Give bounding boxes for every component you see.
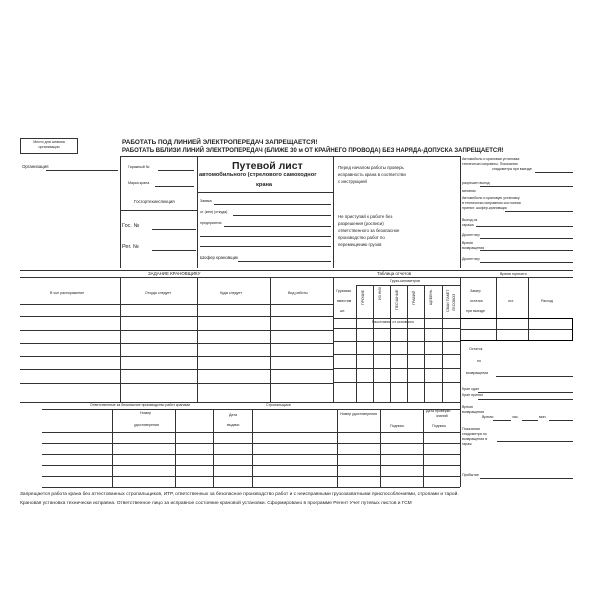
exit-label: Выезд из гаража [462, 218, 478, 227]
odometer-header: Время горючего [500, 272, 527, 276]
brand-label: Марка крана [128, 181, 150, 185]
right-note-1-line-3: спидометра при выезде [492, 167, 532, 171]
main-table-top [20, 270, 573, 271]
rate-col-1 [356, 285, 357, 402]
footer-line-1: Запрещается работа крана без аттестованных стропальщиков, ИТР, ответственных за безопасное производство работ и с неисправными грузозахватными приспособлениями, стропами и тарой. [20, 492, 459, 497]
instr-1-line-2: исправность крана в соответстви [338, 172, 406, 177]
inspection-label: Госгортехинспекция [134, 199, 175, 204]
driver-label: Шофер крановщик [200, 255, 239, 260]
dispatcher-2-label: Диспетчер [462, 257, 480, 261]
org-label: Организация [22, 164, 49, 169]
right-note-2-line-1: Автомобиль и крановую установку [462, 196, 520, 200]
rate-row-6 [333, 382, 460, 383]
exit-line [476, 226, 573, 227]
cert-1-a: Номер [140, 411, 152, 415]
col-div-4 [460, 156, 461, 268]
odo-thick-bottom [460, 340, 573, 341]
odo-thick-top [460, 318, 573, 319]
odo-measure-1: Замер [470, 289, 481, 293]
rates-subheader: Грузо-километров [390, 279, 420, 283]
rate-col-5 [424, 285, 425, 402]
footer-line-2: Крановая установка технически исправна. Ответственное лицо за исправное состояние крановой установки. Сформировано в программе Регент Учет путевых листов и ГСМ [20, 501, 412, 506]
header-top-line [120, 156, 460, 157]
task-row-4 [20, 343, 333, 344]
speedo-2: спидометра по [462, 432, 487, 436]
rate-type-2: ИЗ НИХ [378, 286, 382, 300]
instr-2-line-3: ответственного за безопасное [338, 228, 400, 233]
remain-line [496, 376, 573, 377]
remain-2: по [477, 359, 481, 363]
rate-row-4 [333, 354, 460, 355]
blank-line-1 [200, 236, 331, 237]
resp-row-5 [42, 476, 460, 477]
right-note-2-line-2: в технически исправном состоянии [462, 201, 521, 205]
task-col-to: Куда следует [220, 291, 243, 295]
return-line [480, 250, 573, 251]
rate-type-1: ПРОЧИЕ [361, 290, 365, 305]
resp-row-1 [42, 432, 460, 433]
distance-label: Расстояние от основного [372, 320, 414, 324]
return-label: Время возвращения [462, 241, 485, 250]
resp-row-4 [42, 465, 460, 466]
rates-header-line [333, 277, 573, 278]
rate-row-3 [333, 341, 460, 342]
task-header: ЗАДАНИЕ КРАНОВЩИКУ [148, 271, 201, 276]
minutes-line [522, 420, 538, 421]
task-col-4 [333, 277, 334, 402]
date-1-b: выдачи [227, 423, 240, 427]
task-row-7 [20, 383, 333, 384]
odo-col-1 [496, 277, 497, 341]
handover-1: Кран сдал [462, 387, 480, 391]
depart-label: разрешен выезд [462, 181, 490, 185]
mechanic-label: механик [462, 189, 476, 193]
dispatcher-1-label: Диспетчер [462, 233, 480, 237]
garage-label: Гаражный № [128, 165, 150, 169]
dispatcher-1-line [480, 238, 573, 239]
rate-type-6: СВАИ ПАКЕТ [446, 289, 450, 312]
speedo-out-line [535, 172, 573, 173]
rate-row-5 [333, 368, 460, 369]
subtitle-underline [197, 192, 333, 193]
garage-line [158, 170, 194, 171]
hours-line [493, 420, 511, 421]
gos-label: Гос. № [122, 223, 140, 229]
responsible-label: Ответственные за безопасное производство работ кранами [90, 403, 191, 407]
rate-type-7: ЛЕСОВОЗ [452, 293, 456, 311]
return-time-2: возвращения [462, 410, 485, 414]
customer-line [224, 226, 331, 227]
right-note-2-line-3: принял: шофер-крановщик [462, 206, 508, 210]
col-div-3 [333, 156, 334, 268]
stamp-box-label: Место для штампа организации [33, 140, 65, 149]
date-1-a: Дата [229, 413, 237, 417]
return-time-1: Время [462, 405, 473, 409]
resp-bottom [42, 487, 460, 488]
odo-remaining: ост. [508, 299, 515, 303]
warning-line-2: РАБОТАТЬ ВБЛИЗИ ЛИНИЙ ЭЛЕКТРОПЕРЕДАЧ (БЛИЖЕ 30 м ОТ КРАЙНЕГО ПРОВОДА) БЕЗ НАРЯДА-ДОПУСКА ЗАПРЕЩАЕТСЯ! [122, 148, 504, 154]
remain-1: Остаток [469, 347, 483, 351]
resp-row-3 [42, 454, 460, 455]
rates-header: Таблица отчетов [377, 271, 412, 276]
doc-title: Путевой лист [232, 160, 303, 172]
inspection-line [120, 210, 197, 211]
rate-type-5: ЩЕБЕНЬ [429, 289, 433, 305]
speedo-return-line [497, 441, 573, 442]
handover-line-2 [478, 399, 573, 400]
cargo-cap-2: вместим [337, 299, 352, 303]
task-col-from: Откуда следует [145, 291, 172, 295]
minutes-tail-line [549, 420, 573, 421]
rate-col-2 [373, 285, 374, 402]
odo-measure-3: при выезде [466, 309, 486, 313]
customer-label: предприятия [200, 221, 222, 225]
slinger-label: Стропальщики [266, 403, 291, 407]
doc-subtitle-2: крана [256, 182, 273, 188]
rate-col-4 [407, 285, 408, 402]
rate-row-1 [333, 318, 460, 319]
speedo-3: возвращении в [462, 437, 488, 441]
arrive-line [480, 478, 573, 479]
task-header-line [20, 277, 333, 278]
odo-consumption: Расход [541, 299, 553, 303]
minutes-label: мин. [539, 415, 547, 419]
instr-2-line-4: производство работ по [338, 235, 385, 240]
warning-line-1: РАБОТАТЬ ПОД ЛИНИЕЙ ЭЛЕКТРОПЕРЕДАЧ ЗАПРЕЩАЕТСЯ! [122, 139, 318, 146]
arrive-label: Прибытие [462, 473, 479, 477]
cargo-cap-3: шт. [340, 309, 346, 313]
cargo-cap-1: Грузовая [336, 289, 351, 293]
odo-measure-2: остатка [470, 299, 483, 303]
resp-row-2 [42, 443, 460, 444]
cert-2: Номер удостоверения [340, 412, 378, 416]
col-div-1 [120, 156, 121, 268]
sign-1: Подпись [390, 424, 405, 428]
cert-1-b: удостоверения [134, 423, 159, 427]
odo-mid-line [460, 329, 572, 330]
instr-1-line-1: Перед началом работы проверь [338, 165, 404, 170]
dispatcher-2-line [480, 262, 573, 263]
date-2-a: Дата проверки [426, 409, 451, 413]
from-line [233, 215, 331, 216]
brand-line [155, 186, 194, 187]
task-col-work: Вид работы [288, 291, 308, 295]
remain-3: возвращении [466, 371, 489, 375]
request-line [214, 204, 331, 205]
instr-2-line-5: перемещению грузов [338, 242, 382, 247]
right-note-1-line-1: Автомобиль и крановая установка [462, 157, 520, 161]
speedo-1: Показания [462, 427, 480, 431]
col-div-2 [197, 156, 198, 268]
gos-line [152, 229, 196, 230]
task-row-6 [20, 369, 333, 370]
time-label: Время: [482, 415, 494, 419]
accept-line [505, 211, 573, 212]
task-row-3 [20, 330, 333, 331]
rate-type-4: ГРАВИЙ [412, 290, 416, 305]
depart-line [480, 186, 573, 187]
reg-label: Рег. № [122, 244, 139, 250]
rate-type-3: ПЕСЧАНЫЕ [395, 289, 399, 310]
instr-1-line-3: с инструкцией [338, 179, 367, 184]
task-row-2 [20, 316, 333, 317]
odo-thick-right [572, 318, 573, 340]
rate-col-3 [390, 285, 391, 402]
doc-subtitle-1: автомобильного (стрелового самоходног [199, 172, 317, 178]
date-2-b: знаний [436, 414, 448, 418]
right-note-1-line-2: технически исправны. Показания [462, 162, 518, 166]
speedo-4: гараж [462, 442, 472, 446]
rate-row-2 [333, 328, 460, 329]
task-row-5 [20, 356, 333, 357]
blank-line-2 [200, 246, 331, 247]
rates-sub-line [356, 285, 460, 286]
task-table-bottom [20, 402, 460, 403]
sign-2: Подпись [432, 424, 447, 428]
resp-top-line [42, 409, 460, 410]
rate-col-6 [442, 285, 443, 402]
task-col-recipient: В чье распоряжение [50, 291, 85, 295]
instr-2-line-1: Не приступай к работе без [338, 214, 393, 219]
odo-col-2 [528, 277, 529, 341]
hours-label: час. [512, 415, 519, 419]
task-row-1 [20, 304, 333, 305]
driver-line [238, 261, 331, 262]
handover-line-1 [478, 392, 573, 393]
handover-2: Кран принял [462, 393, 484, 397]
from-label: от (кем) (откуда) [200, 210, 228, 214]
request-label: Заявка [200, 199, 212, 203]
org-line [46, 170, 118, 171]
instr-2-line-2: разрешения (росписи) [338, 221, 384, 226]
resp-col-8 [460, 402, 461, 487]
reg-line [152, 250, 196, 251]
